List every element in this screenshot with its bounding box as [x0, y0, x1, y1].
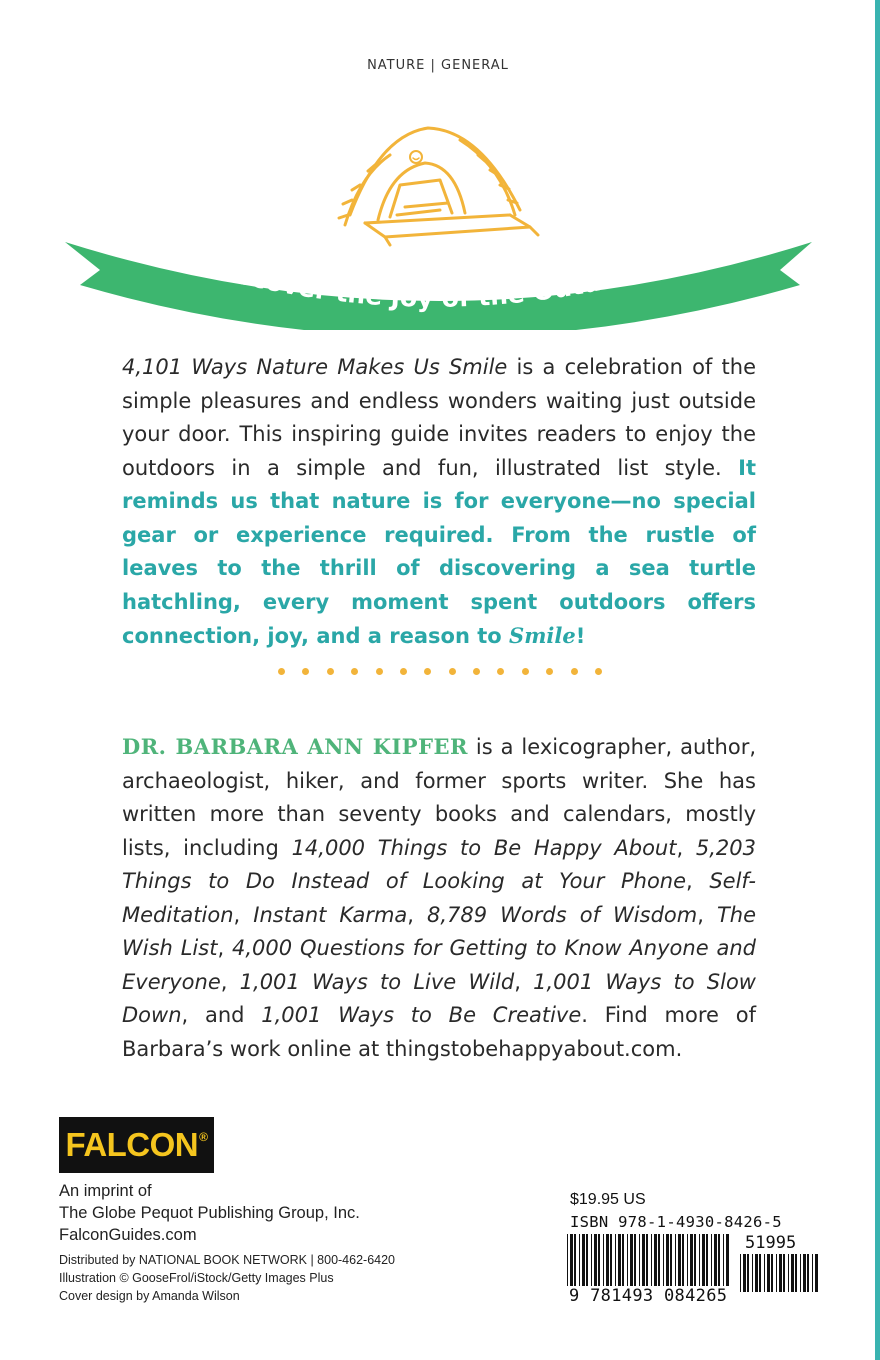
book-title: 5,203 Things to Do Instead of Looking at Your Phone — [122, 835, 756, 893]
barcode-bar — [791, 1254, 794, 1292]
book-blurb — [122, 351, 756, 654]
distribution-credit: Distributed by NATIONAL BOOK NETWORK | 800-462-6420 — [59, 1253, 396, 1267]
ean-barcode-bars — [567, 1234, 729, 1286]
barcode-bar — [783, 1254, 785, 1292]
barcode-bar — [752, 1254, 753, 1292]
divider-dot — [595, 668, 602, 675]
divider-dot — [327, 668, 334, 675]
barcode-bar — [740, 1254, 741, 1292]
barcode-bar — [803, 1254, 806, 1292]
barcode-bar — [651, 1234, 652, 1286]
divider-dot — [497, 668, 504, 675]
dot-divider — [278, 668, 602, 678]
author-bio — [122, 730, 756, 1066]
barcode-bar — [598, 1234, 600, 1286]
barcode-bar — [567, 1234, 568, 1286]
barcode-bar — [812, 1254, 813, 1292]
barcode-bar — [690, 1234, 693, 1286]
divider-dot — [302, 668, 309, 675]
divider-dot — [351, 668, 358, 675]
addon-number: 51995 — [745, 1233, 797, 1253]
book-title: 4,000 Questions for Getting to Know Anyone and Everyone — [122, 936, 756, 994]
barcode-bar — [670, 1234, 672, 1286]
barcode-bar — [687, 1234, 688, 1286]
barcode-bar — [618, 1234, 621, 1286]
barcode-bar — [627, 1234, 628, 1286]
barcode-bar — [666, 1234, 669, 1286]
barcode-bar — [755, 1254, 758, 1292]
divider-dot — [376, 668, 383, 675]
barcode-bar — [591, 1234, 592, 1286]
ean-number: 9 781493 084265 — [569, 1286, 727, 1304]
barcode-bar — [678, 1234, 681, 1286]
credits — [59, 1251, 395, 1305]
book-title: 1,001 Ways to Live Wild — [239, 969, 515, 994]
smile-word: Smile — [509, 623, 576, 648]
barcode-bar — [788, 1254, 789, 1292]
spine-edge-stripe — [875, 0, 880, 1360]
barcode-bar — [606, 1234, 609, 1286]
barcode-bar — [800, 1254, 801, 1292]
barcode-bar — [658, 1234, 660, 1286]
falcon-logo-text: FALCON — [65, 1126, 199, 1163]
book-title: 1,001 Ways to Be Creative — [261, 1003, 582, 1027]
publisher-info — [59, 1180, 360, 1246]
divider-dot — [424, 668, 431, 675]
barcode-bar — [603, 1234, 604, 1286]
design-credit: Cover design by Amanda Wilson — [59, 1289, 240, 1303]
barcode-bar — [622, 1234, 624, 1286]
book-title: Self-Meditation — [122, 869, 756, 927]
barcode-bar — [570, 1234, 573, 1286]
book-title: 4,101 Ways Nature Makes Us Smile — [122, 355, 508, 379]
divider-dot — [473, 668, 480, 675]
bio-text: , and — [181, 1003, 262, 1027]
barcode-bar — [702, 1234, 705, 1286]
barcode-bar — [718, 1234, 720, 1286]
divider-dot — [571, 668, 578, 675]
barcode-bar — [663, 1234, 664, 1286]
blurb-highlight: It reminds us that nature is for everyone—no special gear or experience required. From the rustle of leaves to the thrill of discovering a sea turtle hatchling, every moment spent outdoors offers connection, joy, and a reason to — [122, 455, 756, 648]
barcode-bar — [807, 1254, 809, 1292]
blurb-end-mark: ! — [575, 624, 586, 648]
registered-mark: ® — [199, 1130, 208, 1144]
barcode-bar — [699, 1234, 700, 1286]
barcode-bar — [706, 1234, 708, 1286]
barcode-bar — [615, 1234, 616, 1286]
barcode-bar — [779, 1254, 782, 1292]
banner-text: Discover the Joy of the Outdoors! — [205, 250, 675, 313]
bio-text: , — [220, 969, 240, 994]
book-title: 8,789 Words of Wisdom — [427, 902, 698, 927]
divider-dot — [522, 668, 529, 675]
barcode-bar — [771, 1254, 773, 1292]
blurb-text: is a celebration of the simple pleasures and endless wonders waiting just outside your door. This inspiring guide invites readers to enjoy the outdoors in a simple and fun, illustrated list style. — [122, 355, 756, 480]
barcode-bar — [594, 1234, 597, 1286]
divider-dot — [278, 668, 285, 675]
bio-text: , — [514, 969, 534, 994]
barcode-bar — [759, 1254, 761, 1292]
barcode-bar — [646, 1234, 648, 1286]
barcode-bar — [795, 1254, 797, 1292]
barcode-bar — [776, 1254, 777, 1292]
barcode-bar — [764, 1254, 765, 1292]
price: $19.95 US — [570, 1191, 646, 1208]
divider-dot — [546, 668, 553, 675]
divider-dot — [400, 668, 407, 675]
barcode-bar — [694, 1234, 696, 1286]
author-name: DR. BARBARA ANN KIPFER — [122, 734, 468, 759]
bio-text: , — [233, 902, 254, 927]
barcode-bar — [815, 1254, 818, 1292]
book-title: The Wish List — [122, 902, 757, 960]
barcode-bar — [682, 1234, 684, 1286]
addon-barcode-bars — [740, 1254, 818, 1292]
imprint-line: An imprint of — [59, 1182, 152, 1200]
barcode-bar — [767, 1254, 770, 1292]
barcode-bar — [582, 1234, 585, 1286]
barcode-bar — [642, 1234, 645, 1286]
bio-text: , — [676, 835, 696, 860]
bio-text: , — [697, 902, 717, 927]
isbn: ISBN 978-1-4930-8426-5 — [570, 1213, 782, 1231]
barcode-bar — [743, 1254, 746, 1292]
barcode-bar — [639, 1234, 640, 1286]
barcode-bar — [654, 1234, 657, 1286]
falcon-logo — [59, 1117, 214, 1173]
barcode-bar — [634, 1234, 636, 1286]
book-title: 14,000 Things to Be Happy About — [291, 835, 677, 860]
barcode — [555, 1232, 825, 1304]
book-title: Instant Karma — [253, 902, 408, 927]
bio-text: , — [217, 936, 232, 960]
barcode-bar — [610, 1234, 612, 1286]
barcode-bar — [586, 1234, 588, 1286]
tent-icon — [339, 128, 538, 245]
banner-graphic — [60, 115, 820, 330]
publisher-name: The Globe Pequot Publishing Group, Inc. — [59, 1204, 360, 1222]
barcode-bar — [711, 1234, 712, 1286]
barcode-bar — [675, 1234, 676, 1286]
barcode-bar — [714, 1234, 717, 1286]
bio-text: , — [407, 902, 428, 927]
bio-text: is a lexicographer, author, archaeologist, hiker, and former sports writer. She has written more than seventy books and calendars, mostly lists, including — [122, 735, 757, 860]
barcode-bar — [579, 1234, 580, 1286]
barcode-bar — [630, 1234, 633, 1286]
book-title: 1,001 Ways to Slow Down — [122, 969, 756, 1027]
illustration-credit: Illustration © GooseFrol/iStock/Getty Images Plus — [59, 1271, 334, 1285]
barcode-bar — [574, 1234, 576, 1286]
bio-text: . Find more of Barbara’s work online at thingstobehappyabout.com. — [122, 1003, 756, 1061]
divider-dot — [449, 668, 456, 675]
barcode-bar — [747, 1254, 749, 1292]
category-label: NATURE | GENERAL — [367, 58, 509, 73]
bio-text: , — [686, 869, 710, 893]
barcode-bar — [726, 1234, 729, 1286]
publisher-website: FalconGuides.com — [59, 1226, 197, 1244]
barcode-bar — [723, 1234, 724, 1286]
